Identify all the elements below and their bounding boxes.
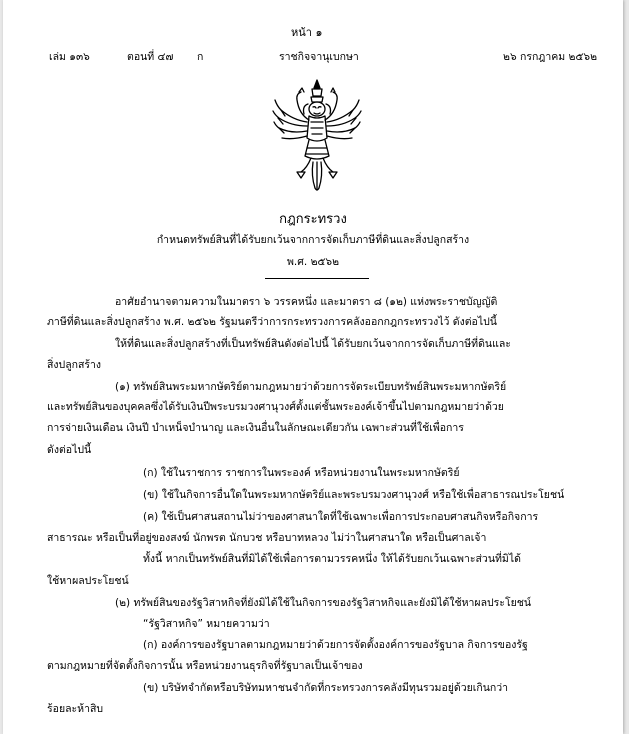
publication-date: ๒๖ กรกฎาคม ๒๕๖๒ [503,51,597,63]
page-number: หน้า ๑ [291,26,323,39]
title-divider [265,278,369,279]
body-line: การจ่ายเงินเดือน เงินปี บำเหน็จบำนาญ และเงินอื่นในลักษณะเดียวกัน เฉพาะส่วนที่ใช้เพื่อการ [47,422,464,434]
body-line: (๒) ทรัพย์สินของรัฐวิสาหกิจที่ยังมิได้ใช้ในกิจการของรัฐวิสาหกิจและยังมิได้ใช้หาผลประโยชน์ [115,597,532,609]
body-line: ภาษีที่ดินและสิ่งปลูกสร้าง พ.ศ. ๒๕๖๒ รัฐมนตรีว่าการกระทรวงการคลังออกกฎกระทรวงไว้ ดังต่อไปนี้ [47,316,497,328]
body-line: สิ่งปลูกสร้าง [47,359,102,371]
gazette-header [49,48,597,64]
section-letter: ก [197,51,204,63]
body-line: (ข) บริษัทจำกัดหรือบริษัทมหาชนจำกัดที่กระทรวงการคลังมีทุนรวมอยู่ด้วยเกินกว่า [143,682,509,694]
body-line: ดังต่อไปนี้ [47,444,92,456]
document-year: พ.ศ. ๒๕๖๒ [286,256,340,268]
body-line: (ข) ใช้ในกิจการอื่นใดในพระมหากษัตริย์และพระบรมวงศานุวงศ์ หรือใช้เพื่อสาธารณประโยชน์ [143,489,565,501]
body-line: (ก) องค์การของรัฐบาลตามกฎหมายว่าด้วยการจัดตั้งองค์การของรัฐบาล กิจการของรัฐ [143,639,528,651]
document-subtitle: กำหนดทรัพย์สินที่ได้รับยกเว้นจากการจัดเก็บภาษีที่ดินและสิ่งปลูกสร้าง [156,234,470,246]
body-line: ร้อยละห้าสิบ [47,703,104,715]
garuda-emblem-icon [271,76,363,194]
body-line: ตามกฎหมายที่จัดตั้งกิจการนั้น หรือหน่วยงานธุรกิจที่รัฐบาลเป็นเจ้าของ [47,660,363,672]
body-line: ให้ที่ดินและสิ่งปลูกสร้างที่เป็นทรัพย์สินดังต่อไปนี้ ได้รับยกเว้นจากการจัดเก็บภาษีที่ดินและ [115,338,511,350]
body-line: “รัฐวิสาหกิจ” หมายความว่า [143,618,270,630]
body-line: (ค) ใช้เป็นศาสนสถานไม่ว่าของศาสนาใดที่ใช้เฉพาะเพื่อการประกอบศาสนกิจหรือกิจการ [143,511,539,523]
body-line: (ก) ใช้ในราชการ ราชการในพระองค์ หรือหน่วยงานในพระมหากษัตริย์ [143,467,460,479]
body-line: ใช้หาผลประโยชน์ [47,575,129,587]
document-title: กฎกระทรวง [279,212,347,227]
gazette-page [3,0,623,734]
body-line: อาศัยอำนาจตามความในมาตรา ๖ วรรคหนึ่ง และมาตรา ๘ (๑๒) แห่งพระราชบัญญัติ [115,296,498,308]
body-line: (๑) ทรัพย์สินพระมหากษัตริย์ตามกฎหมายว่าด้วยการจัดระเบียบทรัพย์สินพระมหากษัตริย์ [115,381,507,393]
body-line: และทรัพย์สินของบุคคลซึ่งได้รับเงินปีพระบรมวงศานุวงศ์ตั้งแต่ชั้นพระองค์เจ้าขึ้นไปตามกฎหมายว่าด้วย [47,401,504,413]
body-line: สาธารณะ หรือเป็นที่อยู่ของสงฆ์ นักพรต นักบวช หรือบาทหลวง ไม่ว่าในศาสนาใด หรือเป็นศาลเจ้า [47,532,487,544]
body-line: ทั้งนี้ หากเป็นทรัพย์สินที่มิได้ใช้เพื่อการตามวรรคหนึ่ง ให้ได้รับยกเว้นเฉพาะส่วนที่มิได้ [143,553,521,565]
gazette-name: ราชกิจจานุเบกษา [279,51,359,63]
volume-number: เล่ม ๑๓๖ [49,51,90,63]
issue-number: ตอนที่ ๔๗ [127,51,174,63]
